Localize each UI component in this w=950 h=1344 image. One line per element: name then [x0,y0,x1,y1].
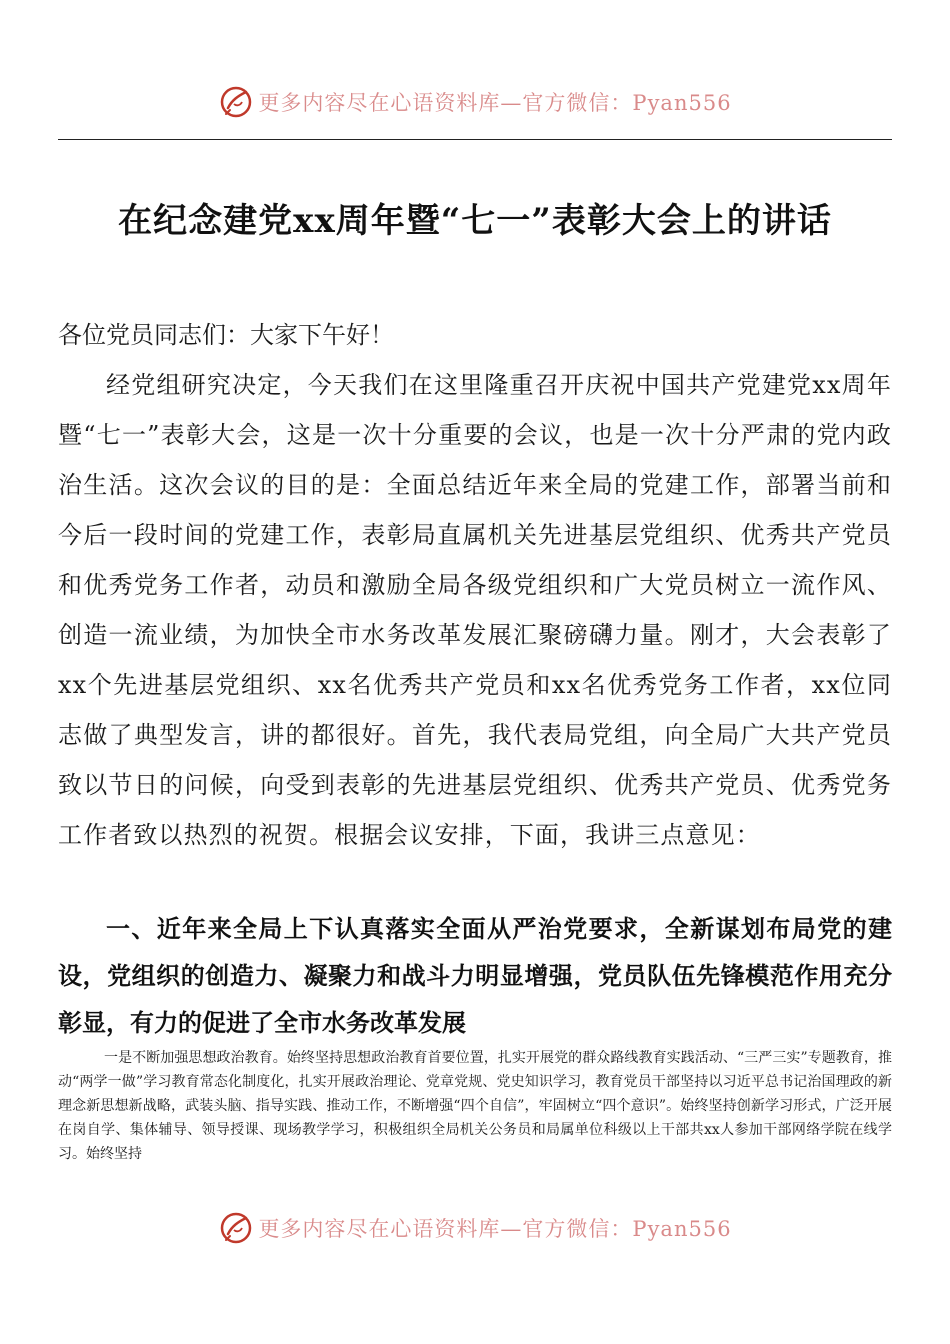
document-title: 在纪念建党xx周年暨“七一”表彰大会上的讲话 [118,200,832,241]
pen-circle-logo-icon [218,1210,254,1246]
pen-circle-logo-icon [218,84,254,120]
intro-paragraph: 经党组研究决定，今天我们在这里隆重召开庆祝中国共产党建党xx周年暨“七一”表彰大会，这是一次十分重要的会议，也是一次十分严肃的党内政治生活。这次会议的目的是：全面总结近年来全局的党建工作，部署当前和今后一段时间的党建工作，表彰局直属机关先进基层党组织、优秀共产党员和优秀党务工作者，动员和激励全局各级党组织和广大党员树立一流作风、创造一流业绩，为加快全市水务改革发展汇聚磅礴力量。刚才，大会表彰了xx个先进基层党组织、xx名优秀共产党员和xx名优秀党务工作者，xx位同志做了典型发言，讲的都很好。首先，我代表局党组，向全局广大共产党员致以节日的问候，向受到表彰的先进基层党组织、优秀共产党员、优秀党务工作者致以热烈的祝贺。根据会议安排，下面，我讲三点意见： [58,371,892,849]
section-heading-1: 一、近年来全局上下认真落实全面从严治党要求，全新谋划布局党的建设，党组织的创造力、凝聚力和战斗力明显增强，党员队伍先锋模范作用充分彰显，有力的促进了全市水务改革发展 [58,915,892,1037]
header-divider [58,139,892,140]
greeting-line: 各位党员同志们：大家下午好！ [58,321,394,349]
section-1-paragraph: 一是不断加强思想政治教育。始终坚持思想政治教育首要位置，扎实开展党的群众路线教育实践活动、“三严三实”专题教育，推动“两学一做”学习教育常态化制度化，扎实开展政治理论、党章党规、党史知识学习，教育党员干部坚持以习近平总书记治国理政的新理念新思想新战略，武装头脑、指导实践、推动工作，不断增强“四个自信”，牢固树立“四个意识”。始终坚持创新学习形式，广泛开展在岗自学、集体辅导、领导授课、现场教学学习，积极组织全局机关公务员和局属单位科级以上干部共xx人参加干部网络学院在线学习。始终坚持 [58,1050,892,1162]
watermark-text: 更多内容尽在心语资料库—官方微信：Pyan556 [258,91,732,115]
header-watermark-banner [0,82,950,122]
watermark-text: 更多内容尽在心语资料库—官方微信：Pyan556 [258,1217,732,1241]
footer-watermark-banner [0,1208,950,1248]
